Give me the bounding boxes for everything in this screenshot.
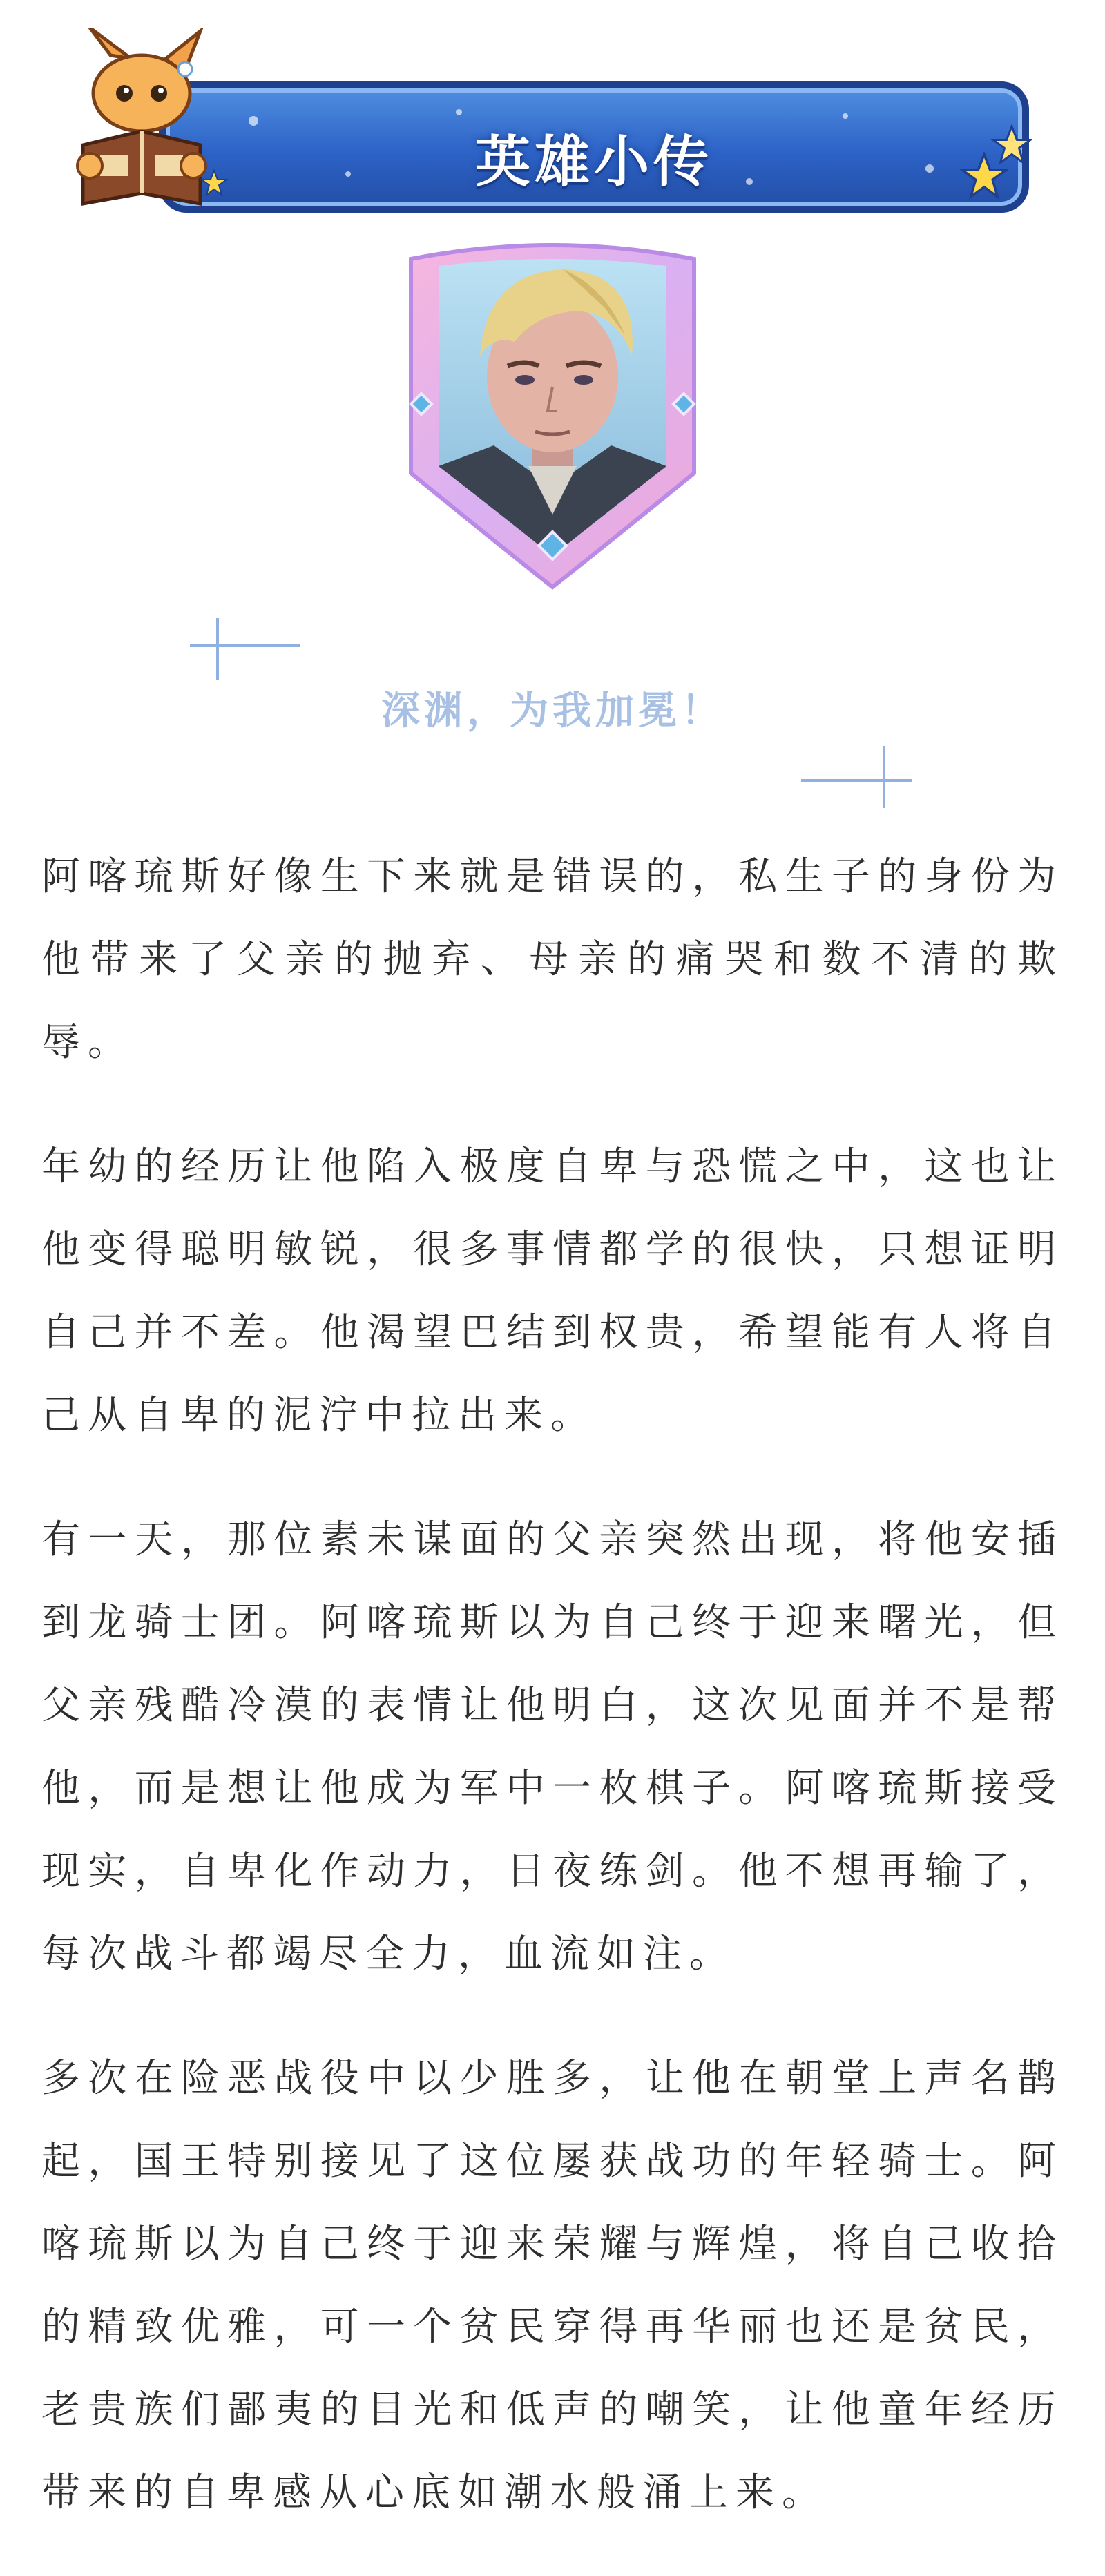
decorative-cross-icon	[190, 618, 300, 680]
mascot-reading-book-icon	[62, 28, 221, 214]
hero-quote: 深渊，为我加冕！	[381, 689, 724, 733]
story-paragraph: 多次在险恶战役中以少胜多，让他在朝堂上声名鹊起，国王特别接见了这位屡获战功的年轻骑士。阿喀琉斯以为自己终于迎来荣耀与辉煌，将自己收拾的精致优雅，可一个贫民穿得再华丽也还是贫民，老贵族们鄙夷的目光和低声的嘲笑，让他童年经历带来的自卑感从心底如潮水般涌上来。	[41, 2056, 1064, 2515]
hero-portrait	[397, 238, 708, 597]
story-content	[41, 836, 1064, 2576]
banner-bar	[159, 81, 1029, 213]
section-banner	[62, 28, 1043, 214]
story-paragraph: 年幼的经历让他陷入极度自卑与恐慌之中，这也让他变得聪明敏锐，很多事情都学的很快，只想证明自己并不差。他渴望巴结到权贵，希望能有人将自己从自卑的泥泞中拉出来。	[41, 1144, 1064, 1438]
story-paragraph: 有一天，那位素未谋面的父亲突然出现，将他安插到龙骑士团。阿喀琉斯以为自己终于迎来曙光，但父亲残酷冷漠的表情让他明白，这次见面并不是帮他，而是想让他成为军中一枚棋子。阿喀琉斯接受现实，自卑化作动力，日夜练剑。他不想再输了，每次战斗都竭尽全力，血流如注。	[41, 1517, 1064, 1977]
star-icon	[991, 124, 1032, 166]
star-icon	[200, 169, 228, 197]
decorative-cross-icon	[801, 746, 912, 808]
story-paragraph: 阿喀琉斯好像生下来就是错误的，私生子的身份为他带来了父亲的抛弃、母亲的痛哭和数不清的欺辱。	[41, 854, 1064, 1065]
banner-title: 英雄小传	[475, 130, 713, 194]
